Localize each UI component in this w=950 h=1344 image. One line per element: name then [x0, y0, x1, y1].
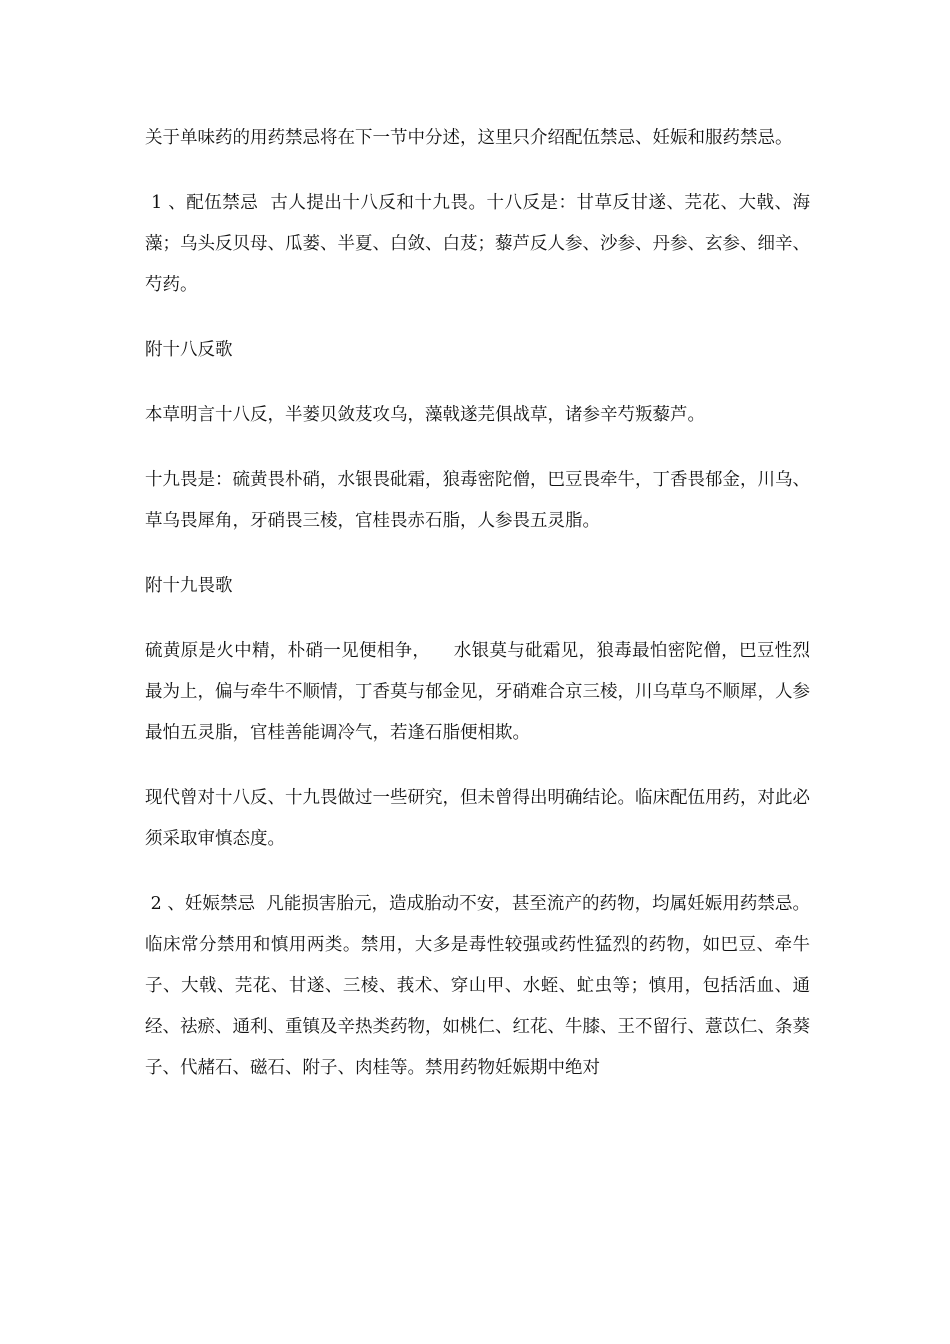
paragraph-eighteen-incompatibilities-song: 本草明言十八反，半蒌贝敛芨攻乌，藻戟遂芫俱战草，诸参辛芍叛藜芦。: [145, 405, 705, 425]
heading-eighteen-incompatibilities-song: 附十八反歌: [145, 340, 233, 360]
paragraph-intro: 关于单味药的用药禁忌将在下一节中分述，这里只介绍配伍禁忌、妊娠和服药禁忌。: [145, 128, 793, 148]
document-body: [145, 118, 810, 1113]
paragraph-nineteen-antagonisms: 十九畏是：硫黄畏朴硝，水银畏砒霜，狼毒密陀僧，巴豆畏牵牛，丁香畏郁金，川乌、草乌畏犀角，牙硝畏三棱，官桂畏赤石脂，人参畏五灵脂。: [145, 470, 810, 531]
heading-nineteen-antagonisms-song: 附十九畏歌: [145, 576, 233, 596]
paragraph-compatibility-contraindication: 1 、配伍禁忌 古人提出十八反和十九畏。十八反是：甘草反甘遂、芫花、大戟、海藻；乌头反贝母、瓜蒌、半夏、白敛、白芨；藜芦反人参、沙参、丹参、玄参、细辛、芍药。: [145, 193, 810, 295]
paragraph-modern-research: 现代曾对十八反、十九畏做过一些研究，但未曾得出明确结论。临床配伍用药，对此必须采取审慎态度。: [145, 788, 810, 849]
paragraph-nineteen-antagonisms-song: 硫黄原是火中精，朴硝一见便相争， 水银莫与砒霜见，狼毒最怕密陀僧，巴豆性烈最为上，偏与牵牛不顺情，丁香莫与郁金见，牙硝难合京三棱，川乌草乌不顺犀，人参最怕五灵脂，官桂善能调冷气，若逢石脂便相欺。: [145, 641, 810, 743]
paragraph-pregnancy-contraindication: 2 、妊娠禁忌 凡能损害胎元，造成胎动不安，甚至流产的药物，均属妊娠用药禁忌。临床常分禁用和慎用两类。禁用，大多是毒性较强或药性猛烈的药物，如巴豆、牵牛子、大戟、芫花、甘遂、三棱、莪术、穿山甲、水蛭、虻虫等；慎用，包括活血、通经、祛瘀、通利、重镇及辛热类药物，如桃仁、红花、牛膝、王不留行、薏苡仁、条葵子、代赭石、磁石、附子、肉桂等。禁用药物妊娠期中绝对: [145, 894, 810, 1078]
